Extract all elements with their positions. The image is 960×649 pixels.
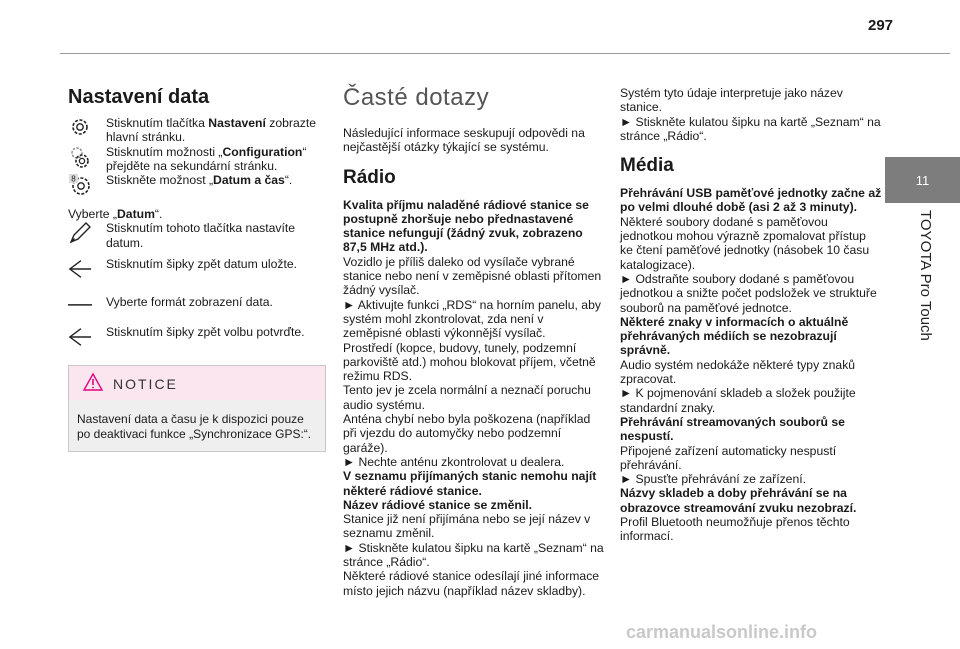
radio-question-1: Kvalita příjmu naladěné rádiové stanice se postupně zhoršuje nebo přednastavené stanice nefungují (žádný zvuk, zobrazeno 87,5 MHz atd.).: [343, 197, 589, 255]
radio-answer-1: Vozidlo je příliš daleko od vysílače vybrané stanice nebo není v zeměpisné oblasti přítomen žádný vysílač.: [343, 254, 602, 298]
page-number: 297: [868, 17, 894, 34]
column-media: [620, 86, 882, 544]
select-date: Vyberte „Datum“.: [68, 207, 163, 222]
warning-icon: [83, 373, 103, 394]
watermark: carmanualsonline.info: [626, 622, 818, 642]
media-answer-2: Audio systém nedokáže některé typy znaků zpracovat.: [620, 357, 856, 387]
gears-icon: [68, 145, 92, 171]
media-answer-2: ► K pojmenování skladeb a složek použijte standardní znaky.: [620, 386, 856, 415]
media-answer-3: ► Spusťte přehrávání ze zařízení.: [620, 472, 806, 487]
step-set-date: Stisknutím tohoto tlačítka nastavíte datum.: [68, 221, 328, 250]
media-question-1: Přehrávání USB paměťové jednotky začne až po velmi dlouhé době (asi 2 až 3 minuty).: [620, 186, 882, 215]
radio-answer-1: Tento jev je zcela normální a neznačí poruchu audio systému.: [343, 383, 591, 412]
step-configuration: Stisknutím možnosti „Configuration“ přejděte na sekundární stránku.: [68, 145, 328, 174]
back-arrow-icon: [68, 325, 92, 349]
radio-answer-3: Některé rádiové stanice odesílají jiné informace místo jejich názvu (například název skladby).: [343, 569, 600, 598]
radio-answer-continued: ► Stiskněte kulatou šipku na kartě „Seznam“ na stránce „Rádio“.: [620, 114, 881, 143]
radio-answer-1: ► Aktivujte funkci „RDS“ na horním panelu, aby systém mohl zkontrolovat, zda není v zeměpisné oblasti výkonnější vysílač.: [343, 297, 601, 341]
step-save-date: Stisknutím šipky zpět datum uložte.: [68, 257, 328, 281]
notice-label: NOTICE: [113, 375, 178, 392]
radio-question-3: Název rádiové stanice se změnil.: [343, 497, 532, 512]
faq-title: Časté dotazy: [343, 84, 490, 111]
radio-answer-3: ► Stiskněte kulatou šipku na kartě „Seznam“ na stránce „Rádio“.: [343, 540, 604, 570]
radio-answer-1: Prostředí (kopce, budovy, tunely, podzemní parkoviště atd.) mohou blokovat příjem, včetně režimu RDS.: [343, 340, 596, 384]
media-subtitle: Média: [620, 155, 674, 177]
svg-text:8: 8: [71, 174, 76, 184]
radio-answer-3: Stanice již není přijímána nebo se její název v seznamu změnil.: [343, 512, 591, 541]
gear-icon: [68, 116, 92, 138]
column-faq: [343, 84, 605, 598]
radio-answer-1: ► Nechte anténu zkontrolovat u dealera.: [343, 454, 565, 469]
header-rule: [60, 53, 950, 54]
back-arrow-icon: [68, 257, 92, 281]
chapter-tab: 11: [885, 157, 960, 203]
media-answer-1: Některé soubory dodané s paměťovou jednotkou mohou výrazně zpomalovat přístup ke čtení paměťové jednotky (násobek 10 času katalogizace).: [620, 214, 870, 272]
radio-question-2: V seznamu přijímaných stanic nemohu najít některé rádiové stanice.: [343, 469, 597, 498]
gear-number-icon: [68, 173, 92, 197]
step-date-format: Vyberte formát zobrazení data.: [68, 295, 328, 311]
step-confirm: Stisknutím šipky zpět volbu potvrďte.: [68, 325, 328, 349]
section-title-date: Nastavení data: [68, 86, 210, 108]
media-question-3: Přehrávání streamovaných souborů se nespustí.: [620, 414, 845, 444]
media-question-2: Některé znaky v informacích o aktuálně přehrávaných médiích se nezobrazují správně.: [620, 314, 849, 358]
step-date-time: 8 Stiskněte možnost „Datum a čas“.: [68, 173, 328, 197]
format-line-icon: [68, 295, 92, 311]
radio-answer-1: Anténa chybí nebo byla poškozena (například při vjezdu do automyčky nebo podzemní garáže).: [343, 412, 591, 455]
chapter-title: TOYOTA Pro Touch: [917, 210, 934, 341]
media-answer-1: ► Odstraňte soubory dodané s paměťovou jednotkou a snižte počet podsložek ve struktuře souborů na paměťové jednotce.: [620, 271, 877, 315]
radio-answer-continued: Systém tyto údaje interpretuje jako název stanice.: [620, 86, 843, 115]
notice-text: Nastavení data a času je k dispozici pouze po deaktivaci funkce „Synchronizace GPS:“.: [77, 412, 312, 441]
media-question-4: Názvy skladeb a doby přehrávání se na obrazovce streamování zvuku nezobrazí.: [620, 486, 857, 515]
column-date-settings: [68, 86, 328, 452]
faq-intro: Následující informace seskupují odpovědi na nejčastější otázky týkající se systému.: [343, 126, 585, 155]
pencil-icon: [68, 221, 92, 245]
media-answer-3: Připojené zařízení automaticky nespustí přehrávání.: [620, 443, 837, 472]
radio-subtitle: Rádio: [343, 166, 396, 188]
media-answer-4: Profil Bluetooth neumožňuje přenos těchto informací.: [620, 515, 850, 544]
notice-box: [68, 365, 326, 452]
step-open-settings: Stisknutím tlačítka Nastavení zobrazte hlavní stránku.: [68, 116, 328, 145]
